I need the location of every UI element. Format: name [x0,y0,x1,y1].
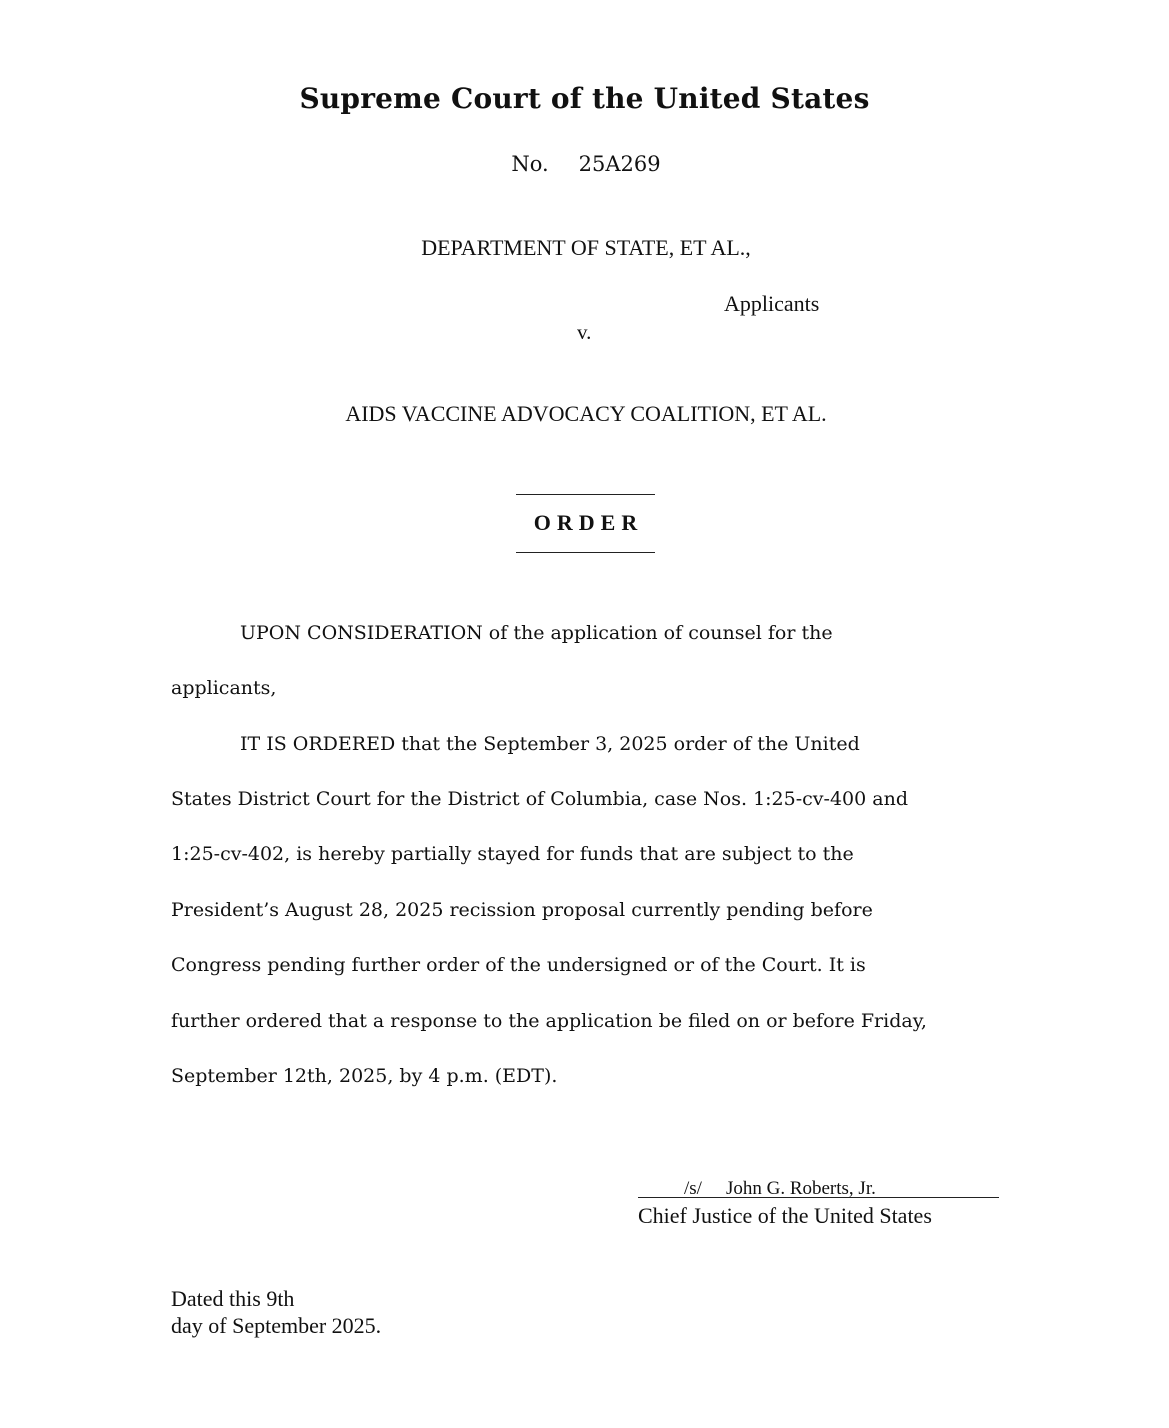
applicant-party: DEPARTMENT OF STATE, ET AL., [421,235,751,260]
order-line: President’s August 28, 2025 recission proposal currently pending before [171,899,873,921]
dated-line-1: Dated this 9th [171,1286,295,1311]
order-rule-bottom [516,552,655,553]
order-line: Congress pending further order of the undersigned or of the Court. It is [171,954,866,976]
docket-prefix: No. [511,152,549,176]
order-line: IT IS ORDERED that the September 3, 2025 order of the United [240,733,860,755]
applicant-role: Applicants [724,291,820,316]
signature-mark: /s/ [684,1178,702,1199]
docket-number: 25A269 [578,152,661,176]
respondent-party: AIDS VACCINE ADVOCACY COALITION, ET AL. [345,401,827,426]
order-line: States District Court for the District of Columbia, case Nos. 1:25-cv-400 and [171,788,908,810]
order-line: further ordered that a response to the application be filed on or before Friday, [171,1010,927,1032]
dated-line-2: day of September 2025. [171,1313,382,1338]
signature-rule [638,1197,999,1198]
order-line: applicants, [171,677,277,699]
signatory-title: Chief Justice of the United States [638,1203,932,1228]
order-line: September 12th, 2025, by 4 p.m. (EDT). [171,1065,558,1087]
order-line: 1:25-cv-402, is hereby partially stayed for funds that are subject to the [171,843,854,865]
docket-number-line [0,152,1169,176]
order-rule-top [516,494,655,495]
signatory-name: John G. Roberts, Jr. [725,1178,876,1199]
court-title: Supreme Court of the United States [299,82,870,115]
versus-label: v. [577,320,592,344]
order-line: UPON CONSIDERATION of the application of counsel for the [240,622,833,644]
order-heading: ORDER [533,510,644,535]
